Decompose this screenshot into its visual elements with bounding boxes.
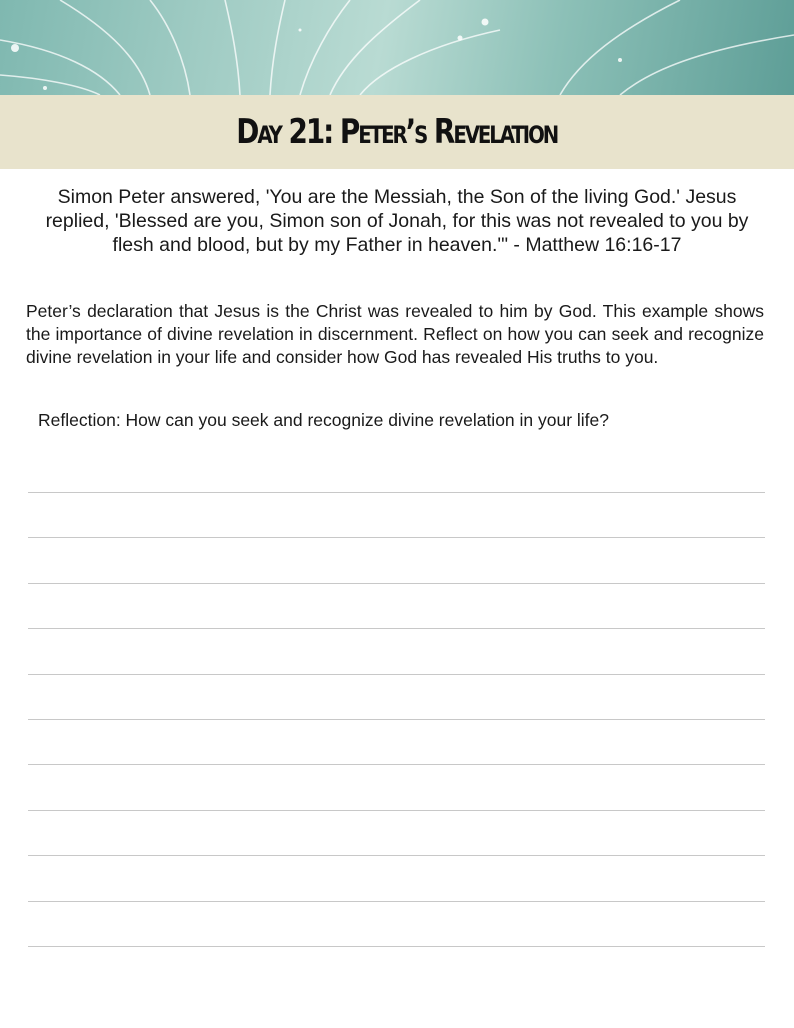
title-band <box>0 95 794 169</box>
writing-line[interactable] <box>28 810 765 811</box>
writing-line[interactable] <box>28 946 765 947</box>
banner-rays-graphic <box>0 0 794 95</box>
writing-line[interactable] <box>28 719 765 720</box>
scripture-quote: Simon Peter answered, 'You are the Messiah, the Son of the living God.' Jesus replied, 'Blessed are you, Simon son of Jonah, for this was not revealed to you by flesh and blood, but by my Father in heaven.'" - Matthew 16:16-17 <box>45 186 749 256</box>
writing-line[interactable] <box>28 674 765 675</box>
writing-lines <box>28 492 765 991</box>
writing-line[interactable] <box>28 583 765 584</box>
page-title: Day 21: Peter’s Revelation <box>236 112 558 152</box>
writing-line[interactable] <box>28 492 765 493</box>
writing-line[interactable] <box>28 855 765 856</box>
reflection-prompt: Reflection: How can you seek and recognize divine revelation in your life? <box>38 410 610 430</box>
writing-line[interactable] <box>28 901 765 902</box>
writing-line[interactable] <box>28 764 765 765</box>
writing-line[interactable] <box>28 537 765 538</box>
writing-line[interactable] <box>28 628 765 629</box>
header-banner-image <box>0 0 794 95</box>
devotional-paragraph: Peter’s declaration that Jesus is the Christ was revealed to him by God. This example shows the importance of divine revelation in discernment. Reflect on how you can seek and recognize divine revelation in your life and consider how God has revealed His truths to you. <box>26 301 764 367</box>
